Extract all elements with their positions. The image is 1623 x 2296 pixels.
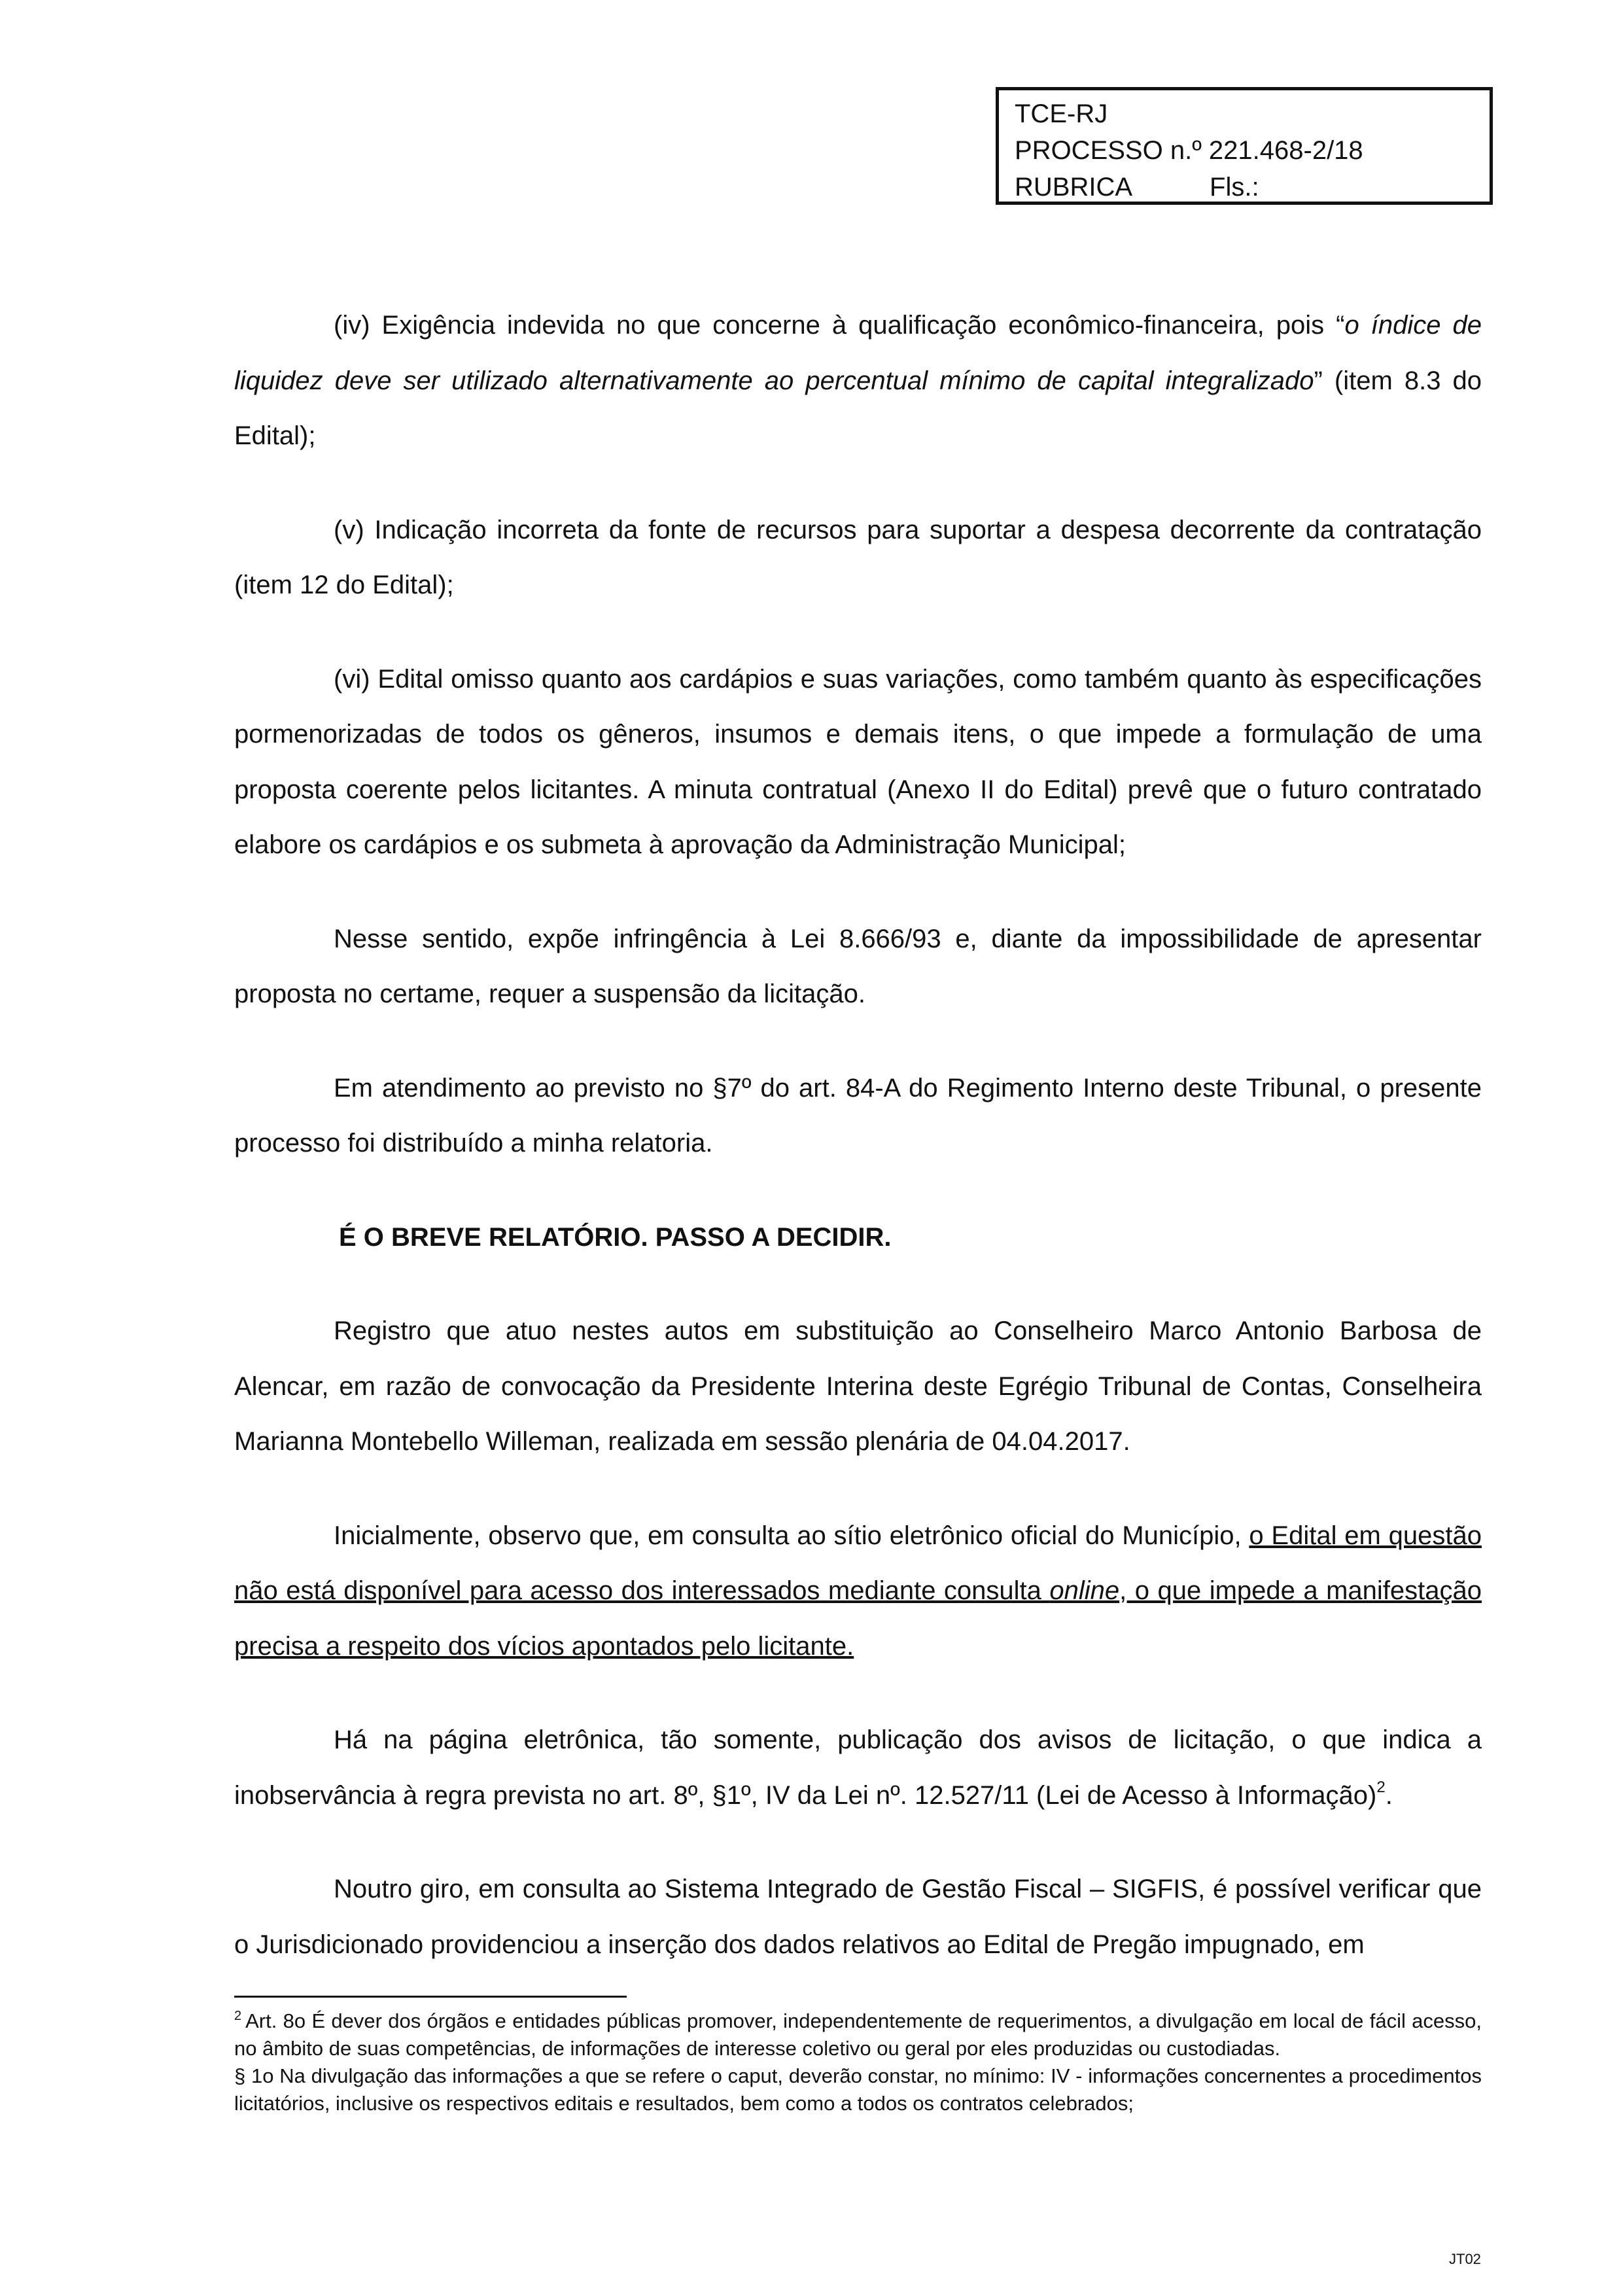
paragraph-iv xyxy=(234,298,1482,464)
paragraph-iv-text-a: (iv) Exigência indevida no que concerne à qualificação econômico-financeira, pois “ xyxy=(334,311,1345,340)
paragraph-iv-quote: o índice de liquidez deve ser utilizado alternativamente ao percentual mínimo de capital integralizado xyxy=(234,311,1482,395)
paragraph-substitution: Registro que atuo nestes autos em substituição ao Conselheiro Marco Antonio Barbosa de Alencar, em razão de convocação da Presidente Interina deste Egrégio Tribunal de Contas, Conselheira Marianna Montebello Willeman, realizada em sessão plenária de 04.04.2017. xyxy=(234,1316,1482,1456)
document-body xyxy=(234,298,1482,2011)
paragraph-vi: (vi) Edital omisso quanto aos cardápios e suas variações, como também quanto às especificações pormenorizadas de todos os gêneros, insumos e demais itens, o que impede a formulação de uma proposta coerente pelos licitantes. A minuta contratual (Anexo II do Edital) prevê que o futuro contratado elabore os cardápios e os submeta à aprovação da Administração Municipal; xyxy=(234,664,1482,859)
paragraph-infringement: Nesse sentido, expõe infringência à Lei 8.666/93 e, diante da impossibilidade de apresentar proposta no certame, requer a suspensão da licitação. xyxy=(234,924,1482,1008)
paragraph-website-text: Inicialmente, observo que, em consulta ao sítio eletrônico oficial do Município, xyxy=(334,1521,1249,1550)
paragraph-sigfis: Noutro giro, em consulta ao Sistema Integrado de Gestão Fiscal – SIGFIS, é possível verificar que o Jurisdicionado providenciou a inserção dos dados relativos ao Edital de Pregão impugnado, em xyxy=(234,1875,1482,1959)
process-stamp-box xyxy=(996,87,1493,205)
underlined-online: online xyxy=(1049,1576,1120,1605)
underlined-text-a: o Edital em questão não está disponível para acesso dos interessados mediante consulta xyxy=(234,1521,1482,1605)
paragraph-transparency-text: Há na página eletrônica, tão somente, publicação dos avisos de licitação, o que indica a inobservância à regra prevista no art. 8º, §1º, IV da Lei nº. 12.527/11 (Lei de Acesso à Informação) xyxy=(234,1725,1482,1810)
stamp-fls: Fls.: xyxy=(1210,173,1259,202)
paragraph-website-check xyxy=(234,1508,1482,1674)
footnote-line-1 xyxy=(234,2007,1482,2062)
footnote-number: 2 xyxy=(234,2009,242,2023)
footnote-reference: 2 xyxy=(1376,1778,1386,1796)
stamp-org: TCE-RJ xyxy=(1015,99,1108,128)
footnote-separator xyxy=(234,1996,627,1998)
footnote xyxy=(234,2007,1482,2117)
paragraph-distribution: Em atendimento ao previsto no §7º do art. 84-A do Regimento Interno deste Tribunal, o presente processo foi distribuído a minha relatoria. xyxy=(234,1073,1482,1157)
footnote-line-2: § 1o Na divulgação das informações a que se refere o caput, deverão constar, no mínimo: IV - informações concernentes a procedimentos licitatórios, inclusive os respectivos editais e resultados, bem como a todos os contratos celebrados; xyxy=(234,2064,1482,2115)
paragraph-v: (v) Indicação incorreta da fonte de recursos para suportar a despesa decorrente da contratação (item 12 do Edital); xyxy=(234,515,1482,599)
section-heading: É O BREVE RELATÓRIO. PASSO A DECIDIR. xyxy=(339,1222,892,1252)
underlined-text-b: , o que impede a manifestação precisa a respeito dos vícios apontados pelo licitante. xyxy=(234,1576,1482,1661)
paragraph-iv-text-b: ” (item 8.3 do Edital); xyxy=(234,366,1482,450)
document-code: JT02 xyxy=(1449,2251,1481,2267)
stamp-rubrica-row xyxy=(1015,169,1474,205)
stamp-rubrica: RUBRICA xyxy=(1015,173,1133,202)
paragraph-transparency-end: . xyxy=(1385,1780,1393,1810)
footnote-text-1: Art. 8o É dever dos órgãos e entidades públicas promover, independentemente de requerimentos, a divulgação em local de fácil acesso, no âmbito de suas competências, de informações de interesse coletivo ou geral por eles produzidas ou custodiadas. xyxy=(234,2009,1482,2060)
paragraph-transparency-law xyxy=(234,1712,1482,1823)
stamp-process-number: PROCESSO n.º 221.468-2/18 xyxy=(1015,136,1363,165)
